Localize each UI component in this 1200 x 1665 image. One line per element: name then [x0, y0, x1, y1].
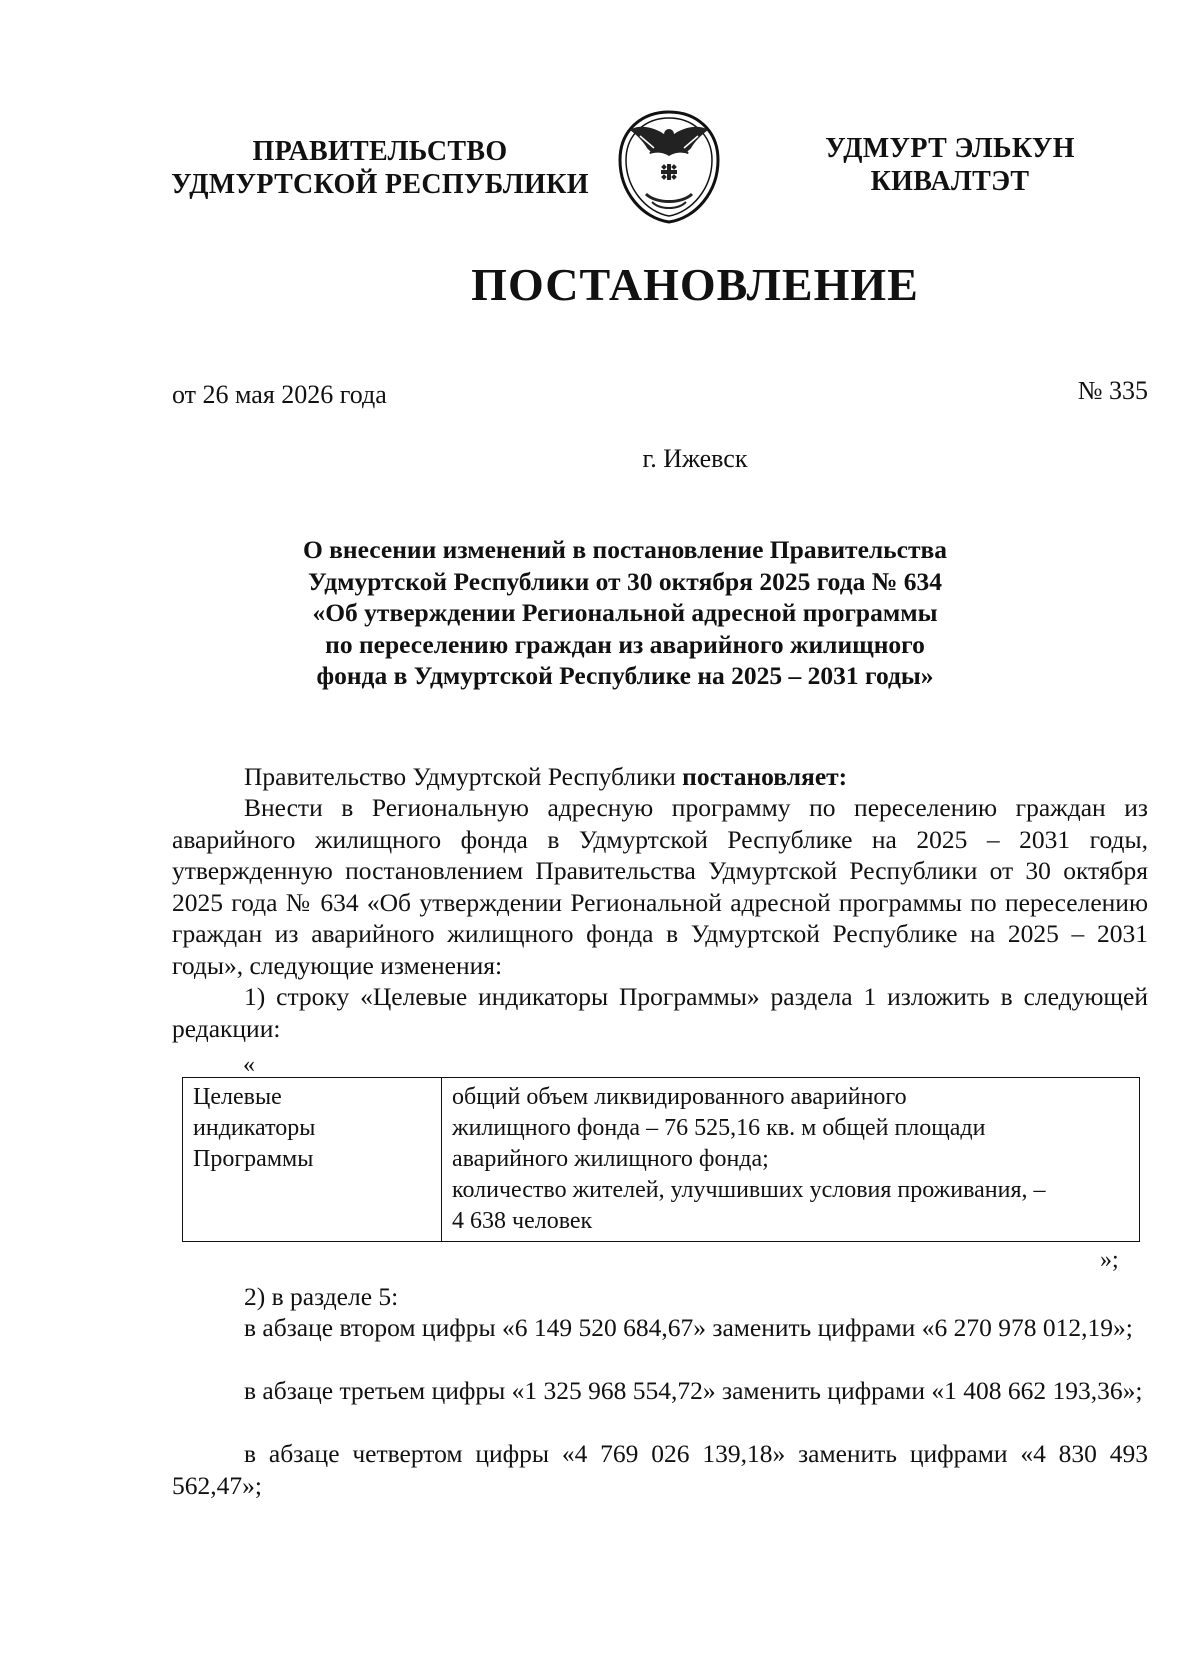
- intro-paragraph: [172, 761, 1148, 793]
- subject-line: фонда в Удмуртской Республике на 2025 – 2031 годы»: [316, 661, 934, 690]
- label-line: Целевые: [193, 1084, 282, 1110]
- subject-line: О внесении изменений в постановление Правительства: [302, 535, 948, 564]
- header-left-block: [165, 135, 595, 201]
- value-line: количество жителей, улучшивших условия проживания, –: [452, 1177, 1046, 1203]
- item-2-paragraph: 2) в разделе 5:: [244, 1282, 399, 1311]
- document-type-title: ПОСТАНОВЛЕНИЕ: [471, 259, 919, 310]
- value-line: аварийного жилищного фонда;: [452, 1146, 769, 1172]
- udmurtia-coat-of-arms-icon: [616, 108, 722, 226]
- header-left-line2: УДМУРТСКОЙ РЕСПУБЛИКИ: [171, 169, 589, 200]
- item-2a-paragraph: в абзаце втором цифры «6 149 520 684,67» заменить цифрами «6 270 978 012,19»;: [244, 1313, 1133, 1342]
- indicator-value-cell: [442, 1078, 1140, 1242]
- document-subject: [250, 534, 1000, 692]
- header-right-block: [800, 132, 1100, 198]
- header-right-line1: УДМУРТ ЭЛЬКУН: [825, 133, 1075, 164]
- document-date: от 26 мая 2026 года: [172, 380, 387, 409]
- intro-verb: постановляет:: [682, 762, 848, 791]
- value-line: жилищного фонда – 76 525,16 кв. м общей площади: [452, 1115, 986, 1141]
- quote-close-mark: »;: [1100, 1247, 1119, 1273]
- header-right-line2: КИВАЛТЭТ: [870, 166, 1030, 197]
- header-left-line1: ПРАВИТЕЛЬСТВО: [252, 136, 508, 167]
- subject-line: Удмуртской Республики от 30 октября 2025 года № 634: [308, 566, 942, 596]
- table-row: [183, 1078, 1140, 1242]
- quote-open-mark: «: [243, 1052, 255, 1078]
- label-line: индикаторы: [193, 1115, 316, 1141]
- value-line: общий объем ликвидированного аварийного: [452, 1084, 907, 1110]
- subject-line: по переселению граждан из аварийного жилищного: [325, 629, 925, 659]
- indicator-table: [182, 1077, 1140, 1242]
- item-2c-paragraph: в абзаце четвертом цифры «4 769 026 139,18» заменить цифрами «4 830 493 562,47»;: [172, 1439, 1148, 1500]
- document-city: г. Ижевск: [642, 444, 748, 473]
- indicator-label-cell: [183, 1078, 442, 1242]
- amendment-paragraph: Внести в Региональную адресную программу по переселению граждан из аварийного жилищного фонда в Удмуртской Республике на 2025 – 2031 годы, утвержденную постановлением Правительства Удмуртской Республики от 30 октября 2025 года № 634 «Об утверждении Региональной адресной программы по переселению граждан из аварийного жилищного фонда в Удмуртской Республике на 2025 – 2031 годы», следующие изменения:: [172, 793, 1148, 980]
- intro-text: Правительство Удмуртской Республики: [244, 762, 683, 791]
- item-2b-paragraph: в абзаце третьем цифры «1 325 968 554,72» заменить цифрами «1 408 662 193,36»;: [244, 1376, 1143, 1405]
- document-number: № 335: [1077, 376, 1148, 405]
- subject-line: «Об утверждении Региональной адресной программы: [312, 598, 938, 627]
- item-1-paragraph: 1) строку «Целевые индикаторы Программы» раздела 1 изложить в следующей редакции:: [172, 982, 1148, 1043]
- value-line: 4 638 человек: [452, 1208, 593, 1234]
- label-line: Программы: [193, 1146, 314, 1172]
